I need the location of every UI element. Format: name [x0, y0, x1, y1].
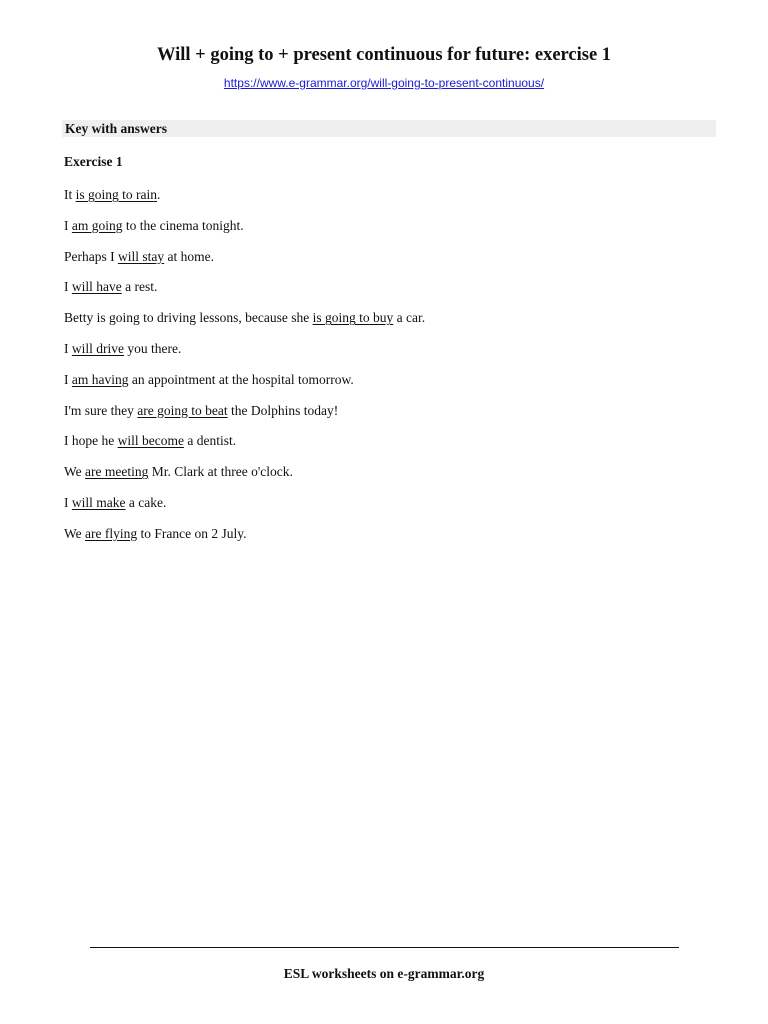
footer-text: ESL worksheets on e-grammar.org	[283, 966, 485, 981]
answer-text: am going	[71, 217, 123, 233]
answer-text: will drive	[71, 340, 124, 356]
answer-sentence-9	[64, 432, 704, 463]
sentence-text: you there.	[124, 340, 182, 356]
answer-text: are going to beat	[137, 402, 228, 418]
sentence-text: an appointment at the hospital tomorrow.	[128, 371, 354, 387]
answer-sentence-12	[64, 525, 704, 556]
sentence-text: We	[64, 464, 86, 480]
sentence-text: to France on 2 July.	[137, 525, 247, 541]
answer-text: is going to rain	[75, 187, 157, 202]
answer-text: is going to buy	[312, 310, 394, 326]
sentence-text: the Dolphins today!	[227, 402, 339, 418]
sentence-text: Betty is going to driving lessons, because she	[64, 310, 313, 326]
answer-text: am having	[71, 371, 129, 387]
sentence-text: a rest.	[121, 279, 158, 295]
sentence-text: We	[64, 525, 86, 541]
footer-divider	[90, 947, 679, 948]
answer-sentence-1	[64, 186, 704, 217]
answer-sentence-5	[64, 309, 704, 340]
answer-text: will become	[117, 433, 184, 449]
sentence-text: a car.	[393, 310, 426, 326]
source-link[interactable]: https://www.e-grammar.org/will-going-to-present-continuous/	[223, 76, 545, 90]
answer-sentence-4	[64, 278, 704, 309]
sentence-text: to the cinema tonight.	[122, 217, 244, 233]
sentence-text: I	[64, 371, 72, 387]
answer-text: will have	[71, 279, 122, 295]
sentence-text: I	[64, 494, 72, 510]
answer-sentence-3	[64, 248, 704, 279]
sentence-text: Perhaps I	[64, 248, 118, 264]
sentence-text: a cake.	[125, 494, 167, 510]
sentence-text: a dentist.	[183, 433, 237, 449]
answer-sentence-8	[64, 402, 704, 433]
sentence-text: I	[64, 340, 72, 356]
sentence-text: I	[64, 217, 72, 233]
key-heading: Key with answers	[65, 121, 167, 136]
sentence-text: I'm sure they	[64, 402, 138, 418]
answer-text: are flying	[85, 525, 138, 541]
answer-sentence-2	[64, 217, 704, 248]
exercise-heading: Exercise 1	[64, 154, 123, 169]
source-url	[0, 75, 768, 91]
answer-sentence-10	[64, 463, 704, 494]
answer-text: will make	[71, 494, 126, 510]
sentence-text: Mr. Clark at three o'clock.	[148, 464, 293, 480]
sentence-text: .	[157, 187, 161, 202]
answer-text: will stay	[118, 248, 165, 264]
sentence-text: I hope he	[64, 433, 118, 449]
answer-list	[64, 186, 704, 556]
answer-sentence-6	[64, 340, 704, 371]
sentence-text: It	[64, 187, 76, 202]
sentence-text: I	[64, 279, 72, 295]
answer-sentence-7	[64, 371, 704, 402]
page-title: Will + going to + present continuous for future: exercise 1	[156, 45, 612, 65]
answer-text: are meeting	[85, 464, 149, 480]
sentence-text: at home.	[164, 248, 214, 264]
answer-sentence-11	[64, 494, 704, 525]
